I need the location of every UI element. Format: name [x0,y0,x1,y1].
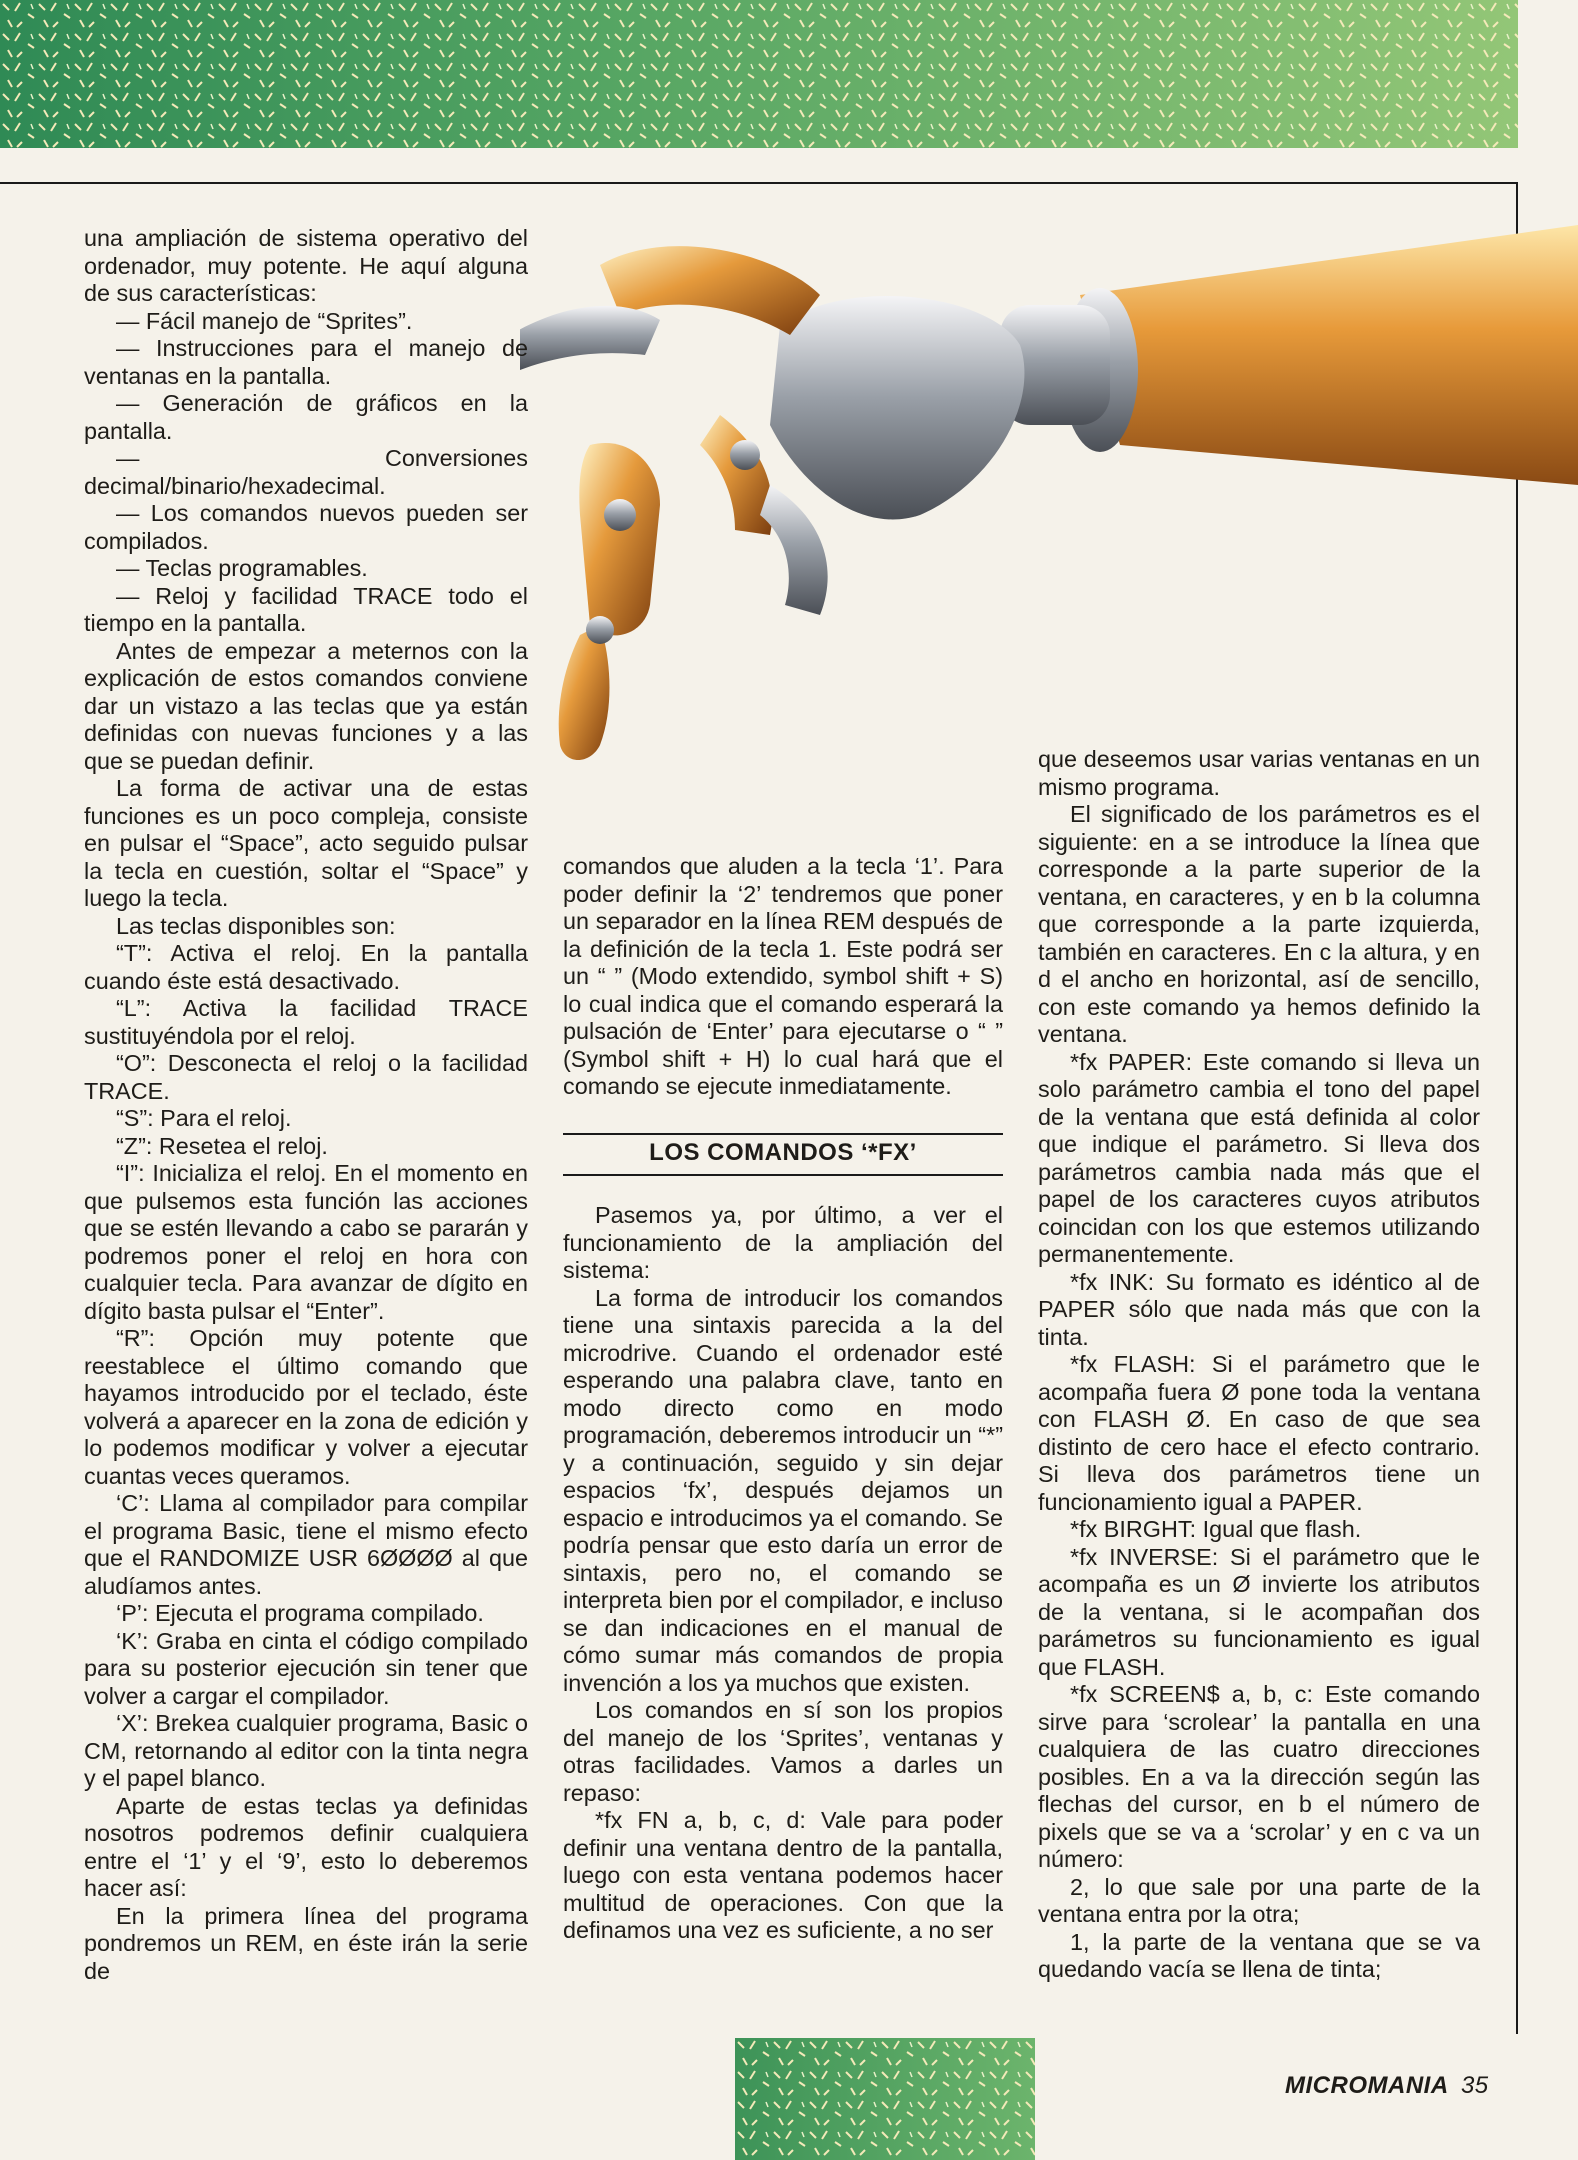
command-description: *fx FLASH: Si el parámetro que le acompaña fuera Ø pone toda la ventana con FLASH Ø. En caso de que sea distinto de cero hace el efecto contrario. Si lleva dos parámetros tiene un funcionamiento igual a PAPER. [1038,1351,1480,1515]
feature-item: — Generación de gráficos en la pantalla. [84,390,528,444]
command-description: *fx FN a, b, c, d: Vale para poder definir una ventana dentro de la pantalla, luego con esta ventana podemos hacer multitud de operaciones. Con que la definamos una vez es suficiente, a no ser [563,1807,1003,1943]
page-footer [1285,2072,1489,2100]
paragraph: una ampliación de sistema operativo del ordenador, muy potente. He aquí alguna de sus características: [84,225,528,306]
footer-decoration [735,2038,1035,2160]
paragraph: comandos que aluden a la tecla ‘1’. Para poder definir la ‘2’ tendremos que poner un separador en la línea REM después de la definición de la tecla 1. Este podrá ser un “ ” (Modo extendido, symbol shift + S) lo cual indica que el comando esperará la pulsación de ‘Enter’ para ejecutarse o “ ” (Symbol shift + H) lo cual hará que el comando se ejecute inmediatamente. [563,853,1003,1099]
feature-item: — Instrucciones para el manejo de ventanas en la pantalla. [84,335,528,389]
top-rule [0,182,1518,184]
feature-item: — Los comandos nuevos pueden ser compilados. [84,500,528,554]
key-description: “T”: Activa el reloj. En la pantalla cuando éste está desactivado. [84,940,528,994]
paragraph: Antes de empezar a meternos con la explicación de estos comandos conviene dar un vistazo a las teclas que ya están definidas con nuevas funciones y a las que se puedan definir. [84,637,528,774]
confetti-pattern [0,0,1518,148]
key-description: ‘X’: Brekea cualquier programa, Basic o CM, retornando al editor con la tinta negra y el papel blanco. [84,1710,528,1791]
paragraph: Las teclas disponibles son: [116,912,396,939]
key-description: “I”: Inicializa el reloj. En el momento en que pulsemos esta función las acciones que se estén llevando a cabo se pararán y podremos poner el reloj en hora con cualquier tecla. Para avanzar de dígito en dígito basta pulsar el “Enter”. [84,1160,528,1324]
key-description: “R”: Opción muy potente que reestablece el último comando que hayamos introducido por el teclado, éste volverá a aparecer en la zona de edición y lo podemos modificar y volver a ejecutar cuantas veces queramos. [84,1325,528,1489]
paragraph: 2, lo que sale por una parte de la ventana entra por la otra; [1038,1873,1480,1927]
feature-item: — Fácil manejo de “Sprites”. [116,307,413,334]
column-right [1038,746,1480,1984]
page-number: 35 [1460,2072,1489,2099]
key-description: ‘K’: Graba en cinta el código compilado para su posterior ejecución sin tener que volver a cargar el compilador. [84,1627,528,1709]
paragraph: Pasemos ya, por último, a ver el funcionamiento de la ampliación del sistema: [563,1202,1003,1283]
command-description: *fx INVERSE: Si el parámetro que le acompaña es un Ø invierte los atributos de la ventana, si le acompañan dos parámetros su funcionamiento es igual que FLASH. [1038,1543,1480,1680]
paragraph: En la primera línea del programa pondremos un REM, en éste irán la serie de [84,1902,528,1984]
key-description: ‘C’: Llama al compilador para compilar el programa Basic, tiene el mismo efecto que el RANDOMIZE USR 6ØØØØ al que aludíamos antes. [84,1490,528,1599]
key-description: “S”: Para el reloj. [116,1105,292,1131]
key-description: “Z”: Resetea el reloj. [116,1132,328,1159]
paragraph: El significado de los parámetros es el siguiente: en a se introduce la línea que corresponde a la parte superior de la ventana, en caracteres, y en b la columna que corresponde a la parte izquierda, también en caracteres. En c la altura, y en d el ancho en horizontal, así de sencillo, con este comando ya hemos definido la ventana. [1038,801,1480,1047]
key-description: “O”: Desconecta el reloj o la facilidad TRACE. [84,1050,528,1104]
section-heading: LOS COMANDOS ‘*FX’ [563,1133,1003,1177]
feature-item: — Teclas programables. [116,555,368,581]
feature-item: — Conversiones decimal/binario/hexadecimal. [84,445,528,499]
paragraph: 1, la parte de la ventana que se va quedando vacía se llena de tinta; [1038,1928,1480,1982]
paragraph: La forma de activar una de estas funciones es un poco compleja, consiste en pulsar el “Space”, acto seguido pulsar la tecla en cuestión, soltar el “Space” y luego la tecla. [84,775,528,911]
paragraph: que deseemos usar varias ventanas en un mismo programa. [1038,746,1480,800]
command-description: *fx SCREEN$ a, b, c: Este comando sirve para ‘scrolear’ la pantalla en una cualquiera de las cuatro direcciones posibles. En a va la dirección según las flechas del cursor, en b el número de pixels que se va a ‘scrolar’ y en c va un número: [1038,1681,1480,1872]
column-left [84,225,528,1985]
magazine-name: MICROMANIA [1285,2072,1448,2099]
command-description: *fx INK: Su formato es idéntico al de PAPER sólo que nada más que con la tinta. [1038,1268,1480,1350]
paragraph: Los comandos en sí son los propios del manejo de los ‘Sprites’, ventanas y otras facilidades. Vamos a darles un repaso: [563,1697,1003,1806]
confetti-pattern [735,2038,1035,2160]
header-banner [0,0,1518,148]
key-description: “L”: Activa la facilidad TRACE sustituyéndola por el reloj. [84,995,528,1049]
feature-item: — Reloj y facilidad TRACE todo el tiempo en la pantalla. [84,582,528,636]
command-description: *fx BIRGHT: Igual que flash. [1070,1516,1362,1542]
paragraph: Aparte de estas teclas ya definidas nosotros podremos definir cualquiera entre el ‘1’ y el ‘9’, esto lo deberemos hacer así: [84,1792,528,1901]
column-middle [563,853,1003,1945]
paragraph: La forma de introducir los comandos tiene una sintaxis parecida a la del microdrive. Cuando el ordenador esté esperando una palabra clave, tanto en modo directo como en modo programación, deberemos introducir un “*” y a continuación, seguido y sin dejar espacios ‘fx’, después dejamos un espacio e introducimos ya el comando. Se podría pensar que esto daría un error de sintaxis, pero no, el comando se interpreta bien por el compilador, e incluso se dan indicaciones en el manual de cómo sumar más comandos de propia invención a los ya muchos que existen. [563,1284,1003,1696]
key-description: ‘P’: Ejecuta el programa compilado. [116,1600,484,1626]
command-description: *fx PAPER: Este comando si lleva un solo parámetro cambia el tono del papel de la ventana que está definida al color que indique el parámetro. Si lleva dos parámetros cambia nada más que el papel de los caracteres cuyos atributos coincidan con los que estemos utilizando permanentemente. [1038,1048,1480,1267]
